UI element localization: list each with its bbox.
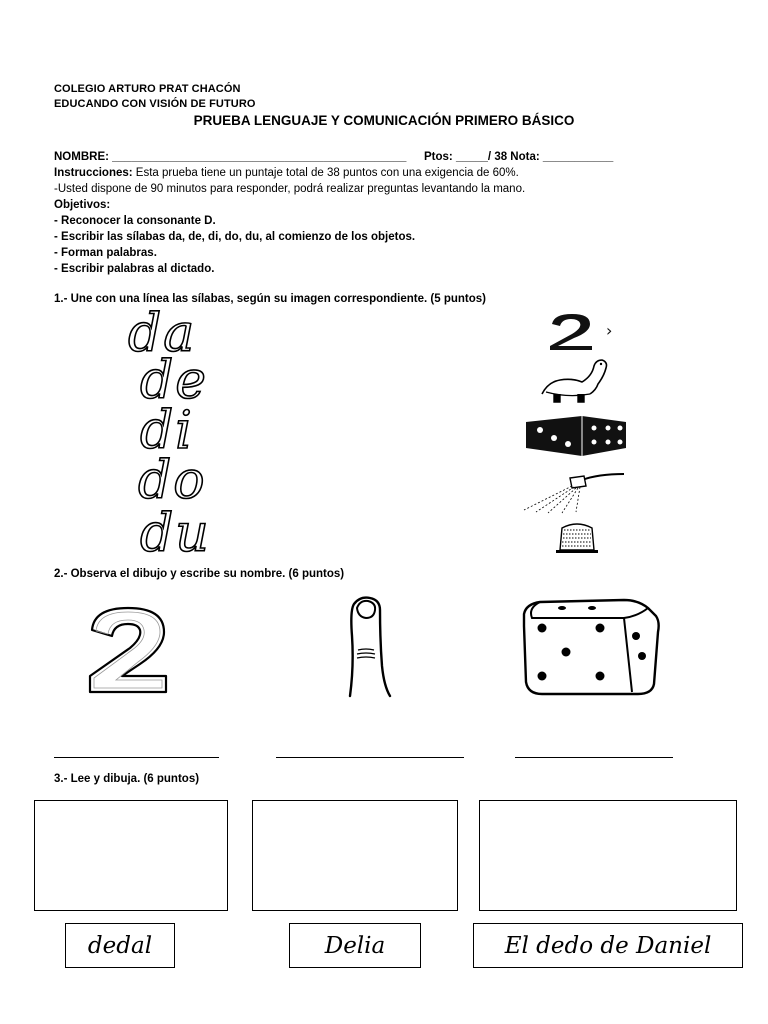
svg-text:›: › [606,321,613,340]
objectives-label: Objetivos: [54,199,111,211]
objective-item: - Escribir palabras al dictado. [54,263,215,275]
instructions-line [54,165,519,181]
objective-item: - Reconocer la consonante D. [54,215,216,227]
syllable-du[interactable]: du [140,504,211,564]
question-1-title: 1.- Une con una línea las sílabas, según su imagen correspondiente. (5 puntos) [54,293,486,305]
school-motto: EDUCANDO CON VISIÓN DE FUTURO [54,98,256,110]
syllable-da[interactable]: da [128,304,197,364]
instructions-label: Instrucciones: [54,167,133,179]
thimble-icon[interactable] [552,520,602,554]
instructions-line-2: -Usted dispone de 90 minutos para responder, podrá realizar preguntas levantando la mano. [54,183,526,195]
two-icon [86,604,172,696]
name-field-line[interactable]: NOMBRE: ______________________________________________ [54,151,407,163]
objective-item: - Forman palabras. [54,247,157,259]
two-icon[interactable] [544,310,626,352]
answer-line[interactable] [276,757,464,758]
dinosaur-icon[interactable] [538,356,616,404]
score-grade-line[interactable]: Ptos: _____/ 38 Nota: ___________ [424,151,614,163]
word-box-dedal [65,923,175,968]
word-dedal: dedal [87,932,153,959]
syllable-do[interactable]: do [138,451,207,511]
question-3-title: 3.- Lee y dibuja. (6 puntos) [54,773,200,785]
word-delia: Delia [324,932,386,959]
syllable-de[interactable]: de [140,351,209,411]
word-box-el-dedo-de-daniel [473,923,743,968]
drawing-box[interactable] [479,800,737,911]
shower-icon[interactable] [518,470,630,514]
page-title: PRUEBA LENGUAJE Y COMUNICACIÓN PRIMERO BÁSICO [193,113,575,128]
drawing-box[interactable] [252,800,458,911]
dice-icon[interactable] [522,410,630,460]
word-box-delia [289,923,421,968]
objective-item: - Escribir las sílabas da, de, di, do, du, al comienzo de los objetos. [54,231,416,243]
answer-line[interactable] [54,757,219,758]
school-name: COLEGIO ARTURO PRAT CHACÓN [54,83,241,95]
finger-icon [340,596,396,698]
instructions-text: Esta prueba tiene un puntaje total de 38 puntos con una exigencia de 60%. [132,167,519,179]
question-2-title: 2.- Observa el dibujo y escribe su nombre. (6 puntos) [54,568,345,580]
drawing-box[interactable] [34,800,228,911]
answer-line[interactable] [515,757,673,758]
syllable-di[interactable]: di [140,401,194,461]
word-el-dedo-de-daniel: El dedo de Daniel [504,932,712,959]
dice-icon [520,596,662,698]
